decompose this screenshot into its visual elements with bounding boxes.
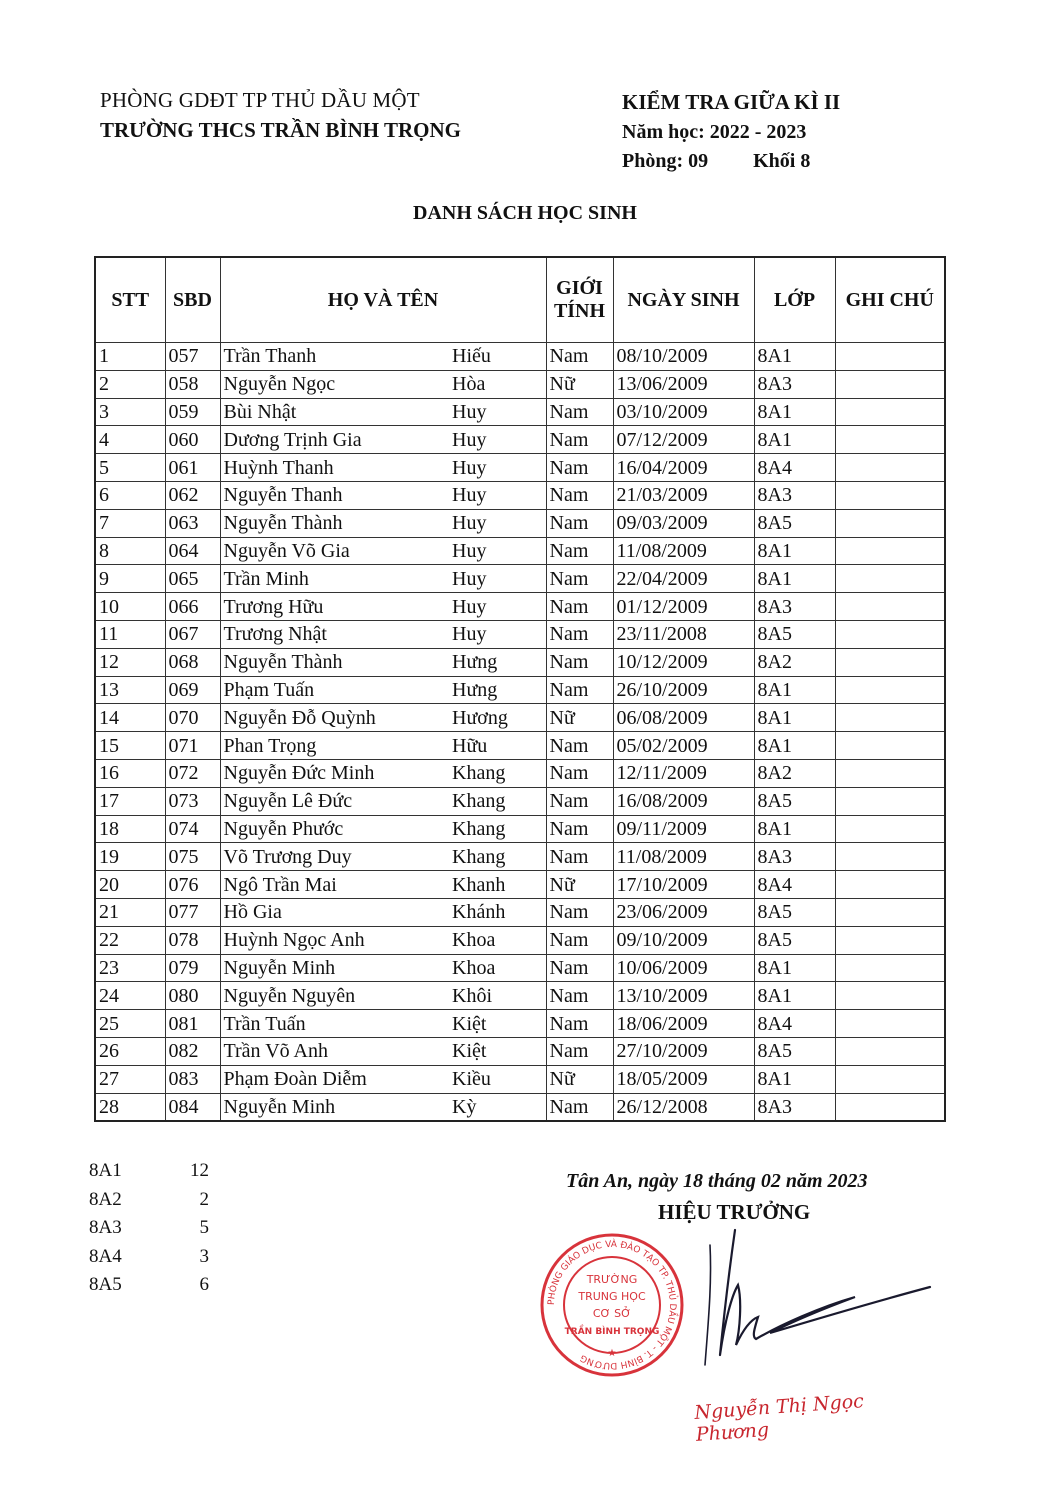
- cell-ho: Trần Tuấn: [220, 1010, 450, 1038]
- roster-body: [95, 343, 945, 1122]
- cell-stt: 19: [95, 843, 165, 871]
- cell-stt: 16: [95, 759, 165, 787]
- table-row: [95, 676, 945, 704]
- cell-lop: 8A3: [754, 370, 835, 398]
- cell-ngay-sinh: 16/04/2009: [613, 454, 754, 482]
- cell-sbd: 081: [165, 1010, 220, 1038]
- table-row: [95, 732, 945, 760]
- cell-gioi-tinh: Nữ: [546, 1065, 613, 1093]
- cell-gioi-tinh: Nam: [546, 815, 613, 843]
- cell-sbd: 084: [165, 1093, 220, 1121]
- cell-ho: Nguyễn Thành: [220, 648, 450, 676]
- cell-ho: Ngô Trần Mai: [220, 871, 450, 899]
- cell-ten: Kỳ: [450, 1093, 546, 1121]
- place-date: Tân An, ngày 18 tháng 02 năm 2023: [566, 1170, 868, 1192]
- school-stamp: [537, 1230, 687, 1380]
- table-row: [95, 1065, 945, 1093]
- cell-ghi-chu: [835, 871, 945, 899]
- cell-ten: Khang: [450, 787, 546, 815]
- cell-sbd: 083: [165, 1065, 220, 1093]
- cell-ghi-chu: [835, 898, 945, 926]
- principal-signature: [680, 1225, 940, 1385]
- cell-gioi-tinh: Nam: [546, 343, 613, 371]
- table-row: [95, 648, 945, 676]
- table-row: [95, 343, 945, 371]
- cell-ten: Khoa: [450, 926, 546, 954]
- cell-ngay-sinh: 27/10/2009: [613, 1037, 754, 1065]
- cell-sbd: 071: [165, 732, 220, 760]
- cell-lop: 8A3: [754, 481, 835, 509]
- cell-ten: Huy: [450, 398, 546, 426]
- header-ho-ten: HỌ VÀ TÊN: [220, 257, 546, 343]
- cell-sbd: 063: [165, 509, 220, 537]
- exam-title: KIỂM TRA GIỮA KÌ II: [622, 90, 841, 114]
- cell-lop: 8A1: [754, 704, 835, 732]
- cell-ngay-sinh: 03/10/2009: [613, 398, 754, 426]
- table-row: [95, 759, 945, 787]
- table-row: [95, 509, 945, 537]
- cell-gioi-tinh: Nam: [546, 481, 613, 509]
- cell-stt: 28: [95, 1093, 165, 1121]
- cell-lop: 8A1: [754, 426, 835, 454]
- table-row: [95, 370, 945, 398]
- room-number: Phòng: 09: [622, 150, 709, 172]
- cell-ten: Huy: [450, 509, 546, 537]
- table-row: [95, 954, 945, 982]
- cell-ho: Phạm Tuấn: [220, 676, 450, 704]
- cell-ten: Huy: [450, 593, 546, 621]
- cell-ngay-sinh: 23/11/2008: [613, 620, 754, 648]
- cell-ghi-chu: [835, 787, 945, 815]
- cell-sbd: 075: [165, 843, 220, 871]
- cell-stt: 23: [95, 954, 165, 982]
- cell-ghi-chu: [835, 620, 945, 648]
- cell-ghi-chu: [835, 982, 945, 1010]
- cell-ngay-sinh: 11/08/2009: [613, 843, 754, 871]
- cell-ten: Hưng: [450, 676, 546, 704]
- cell-lop: 8A4: [754, 1010, 835, 1038]
- cell-gioi-tinh: Nam: [546, 648, 613, 676]
- cell-ghi-chu: [835, 343, 945, 371]
- summary-class: 8A2: [89, 1188, 122, 1210]
- cell-lop: 8A1: [754, 565, 835, 593]
- cell-gioi-tinh: Nam: [546, 509, 613, 537]
- cell-lop: 8A1: [754, 676, 835, 704]
- cell-ghi-chu: [835, 676, 945, 704]
- cell-stt: 8: [95, 537, 165, 565]
- cell-ho: Huỳnh Thanh: [220, 454, 450, 482]
- summary-count: 6: [199, 1274, 209, 1295]
- cell-gioi-tinh: Nam: [546, 593, 613, 621]
- principal-title: HIỆU TRƯỞNG: [658, 1200, 811, 1224]
- cell-stt: 24: [95, 982, 165, 1010]
- cell-stt: 3: [95, 398, 165, 426]
- cell-ten: Huy: [450, 454, 546, 482]
- cell-ten: Kiệt: [450, 1037, 546, 1065]
- cell-lop: 8A5: [754, 1037, 835, 1065]
- cell-lop: 8A3: [754, 593, 835, 621]
- summary-class: 8A1: [89, 1160, 122, 1181]
- cell-stt: 6: [95, 481, 165, 509]
- cell-ghi-chu: [835, 454, 945, 482]
- summary-count: 3: [199, 1245, 209, 1267]
- cell-lop: 8A5: [754, 509, 835, 537]
- cell-ten: Khoa: [450, 954, 546, 982]
- header-right: [622, 90, 840, 173]
- stamp-line-4: TRẦN BÌNH TRỌNG: [564, 1327, 660, 1337]
- cell-ten: Khang: [450, 843, 546, 871]
- cell-ho: Phan Trọng: [220, 732, 450, 760]
- cell-sbd: 060: [165, 426, 220, 454]
- cell-gioi-tinh: Nam: [546, 1010, 613, 1038]
- cell-lop: 8A4: [754, 454, 835, 482]
- cell-ho: Nguyễn Võ Gia: [220, 537, 450, 565]
- cell-sbd: 074: [165, 815, 220, 843]
- cell-gioi-tinh: Nữ: [546, 871, 613, 899]
- cell-ghi-chu: [835, 537, 945, 565]
- cell-ghi-chu: [835, 509, 945, 537]
- table-row: [95, 787, 945, 815]
- summary-class: 8A5: [89, 1274, 122, 1295]
- cell-ten: Hiếu: [450, 343, 546, 371]
- cell-ten: Huy: [450, 620, 546, 648]
- cell-ho: Trương Nhật: [220, 620, 450, 648]
- cell-gioi-tinh: Nữ: [546, 704, 613, 732]
- cell-ho: Nguyễn Ngọc: [220, 370, 450, 398]
- summary-count: 12: [190, 1160, 209, 1181]
- cell-ghi-chu: [835, 1010, 945, 1038]
- cell-ten: Huy: [450, 426, 546, 454]
- cell-ho: Trần Võ Anh: [220, 1037, 450, 1065]
- cell-ten: Khang: [450, 815, 546, 843]
- cell-lop: 8A2: [754, 759, 835, 787]
- cell-ghi-chu: [835, 565, 945, 593]
- school-name: TRƯỜNG THCS TRẦN BÌNH TRỌNG: [100, 118, 461, 142]
- summary-class: 8A3: [89, 1217, 122, 1238]
- table-row: [95, 398, 945, 426]
- cell-sbd: 079: [165, 954, 220, 982]
- table-row: [95, 982, 945, 1010]
- cell-ho: Dương Trịnh Gia: [220, 426, 450, 454]
- table-row: [95, 843, 945, 871]
- header-ghi-chu: GHI CHÚ: [835, 257, 945, 343]
- cell-ho: Nguyễn Đức Minh: [220, 759, 450, 787]
- cell-gioi-tinh: Nam: [546, 732, 613, 760]
- cell-lop: 8A4: [754, 871, 835, 899]
- table-row: [95, 704, 945, 732]
- cell-ngay-sinh: 10/12/2009: [613, 648, 754, 676]
- cell-stt: 22: [95, 926, 165, 954]
- cell-stt: 4: [95, 426, 165, 454]
- cell-ghi-chu: [835, 1093, 945, 1121]
- cell-ghi-chu: [835, 1037, 945, 1065]
- school-year: Năm học: 2022 - 2023: [622, 121, 807, 143]
- cell-ho: Trương Hữu: [220, 593, 450, 621]
- header-gioi-tinh: [546, 257, 613, 343]
- cell-ghi-chu: [835, 426, 945, 454]
- cell-gioi-tinh: Nam: [546, 898, 613, 926]
- cell-lop: 8A1: [754, 398, 835, 426]
- cell-stt: 25: [95, 1010, 165, 1038]
- table-row: [95, 426, 945, 454]
- cell-ngay-sinh: 26/12/2008: [613, 1093, 754, 1121]
- cell-ten: Huy: [450, 565, 546, 593]
- cell-sbd: 070: [165, 704, 220, 732]
- cell-ghi-chu: [835, 398, 945, 426]
- cell-stt: 9: [95, 565, 165, 593]
- stamp-line-1: TRƯỜNG: [586, 1273, 638, 1286]
- cell-lop: 8A3: [754, 1093, 835, 1121]
- cell-ghi-chu: [835, 732, 945, 760]
- cell-ten: Hòa: [450, 370, 546, 398]
- cell-sbd: 057: [165, 343, 220, 371]
- cell-ho: Nguyễn Minh: [220, 1093, 450, 1121]
- header-tinh: TÍNH: [553, 300, 606, 322]
- cell-ngay-sinh: 13/10/2009: [613, 982, 754, 1010]
- cell-ghi-chu: [835, 481, 945, 509]
- cell-ngay-sinh: 01/12/2009: [613, 593, 754, 621]
- stamp-line-2: TRUNG HỌC: [578, 1290, 646, 1303]
- cell-gioi-tinh: Nam: [546, 954, 613, 982]
- table-row: [95, 898, 945, 926]
- department-name: PHÒNG GDĐT TP THỦ DẦU MỘT: [100, 88, 420, 112]
- header-ngay-sinh: NGÀY SINH: [613, 257, 754, 343]
- table-row: [95, 454, 945, 482]
- cell-lop: 8A1: [754, 982, 835, 1010]
- cell-stt: 2: [95, 370, 165, 398]
- cell-stt: 1: [95, 343, 165, 371]
- cell-sbd: 059: [165, 398, 220, 426]
- student-roster-table: [94, 256, 946, 1122]
- cell-sbd: 066: [165, 593, 220, 621]
- cell-ngay-sinh: 10/06/2009: [613, 954, 754, 982]
- header-sbd: SBD: [165, 257, 220, 343]
- cell-ngay-sinh: 08/10/2009: [613, 343, 754, 371]
- cell-ten: Hưng: [450, 648, 546, 676]
- cell-stt: 11: [95, 620, 165, 648]
- cell-ngay-sinh: 09/11/2009: [613, 815, 754, 843]
- table-row: [95, 565, 945, 593]
- cell-lop: 8A1: [754, 343, 835, 371]
- cell-sbd: 068: [165, 648, 220, 676]
- cell-gioi-tinh: Nam: [546, 676, 613, 704]
- table-header-row: [95, 257, 945, 343]
- table-row: [95, 871, 945, 899]
- cell-lop: 8A1: [754, 1065, 835, 1093]
- cell-ngay-sinh: 26/10/2009: [613, 676, 754, 704]
- cell-sbd: 082: [165, 1037, 220, 1065]
- cell-stt: 17: [95, 787, 165, 815]
- cell-lop: 8A5: [754, 787, 835, 815]
- cell-stt: 13: [95, 676, 165, 704]
- cell-gioi-tinh: Nam: [546, 926, 613, 954]
- cell-ngay-sinh: 05/02/2009: [613, 732, 754, 760]
- cell-stt: 18: [95, 815, 165, 843]
- cell-ngay-sinh: 18/05/2009: [613, 1065, 754, 1093]
- cell-ghi-chu: [835, 815, 945, 843]
- cell-ghi-chu: [835, 759, 945, 787]
- cell-ten: Kiều: [450, 1065, 546, 1093]
- cell-sbd: 078: [165, 926, 220, 954]
- cell-ngay-sinh: 17/10/2009: [613, 871, 754, 899]
- cell-gioi-tinh: Nam: [546, 537, 613, 565]
- grade-level: Khối 8: [753, 150, 811, 172]
- header-gioi: GIỚI: [556, 277, 603, 299]
- cell-sbd: 058: [165, 370, 220, 398]
- cell-ngay-sinh: 16/08/2009: [613, 787, 754, 815]
- cell-lop: 8A2: [754, 648, 835, 676]
- summary-class: 8A4: [89, 1245, 122, 1267]
- cell-stt: 20: [95, 871, 165, 899]
- cell-ten: Khanh: [450, 871, 546, 899]
- cell-lop: 8A5: [754, 898, 835, 926]
- cell-lop: 8A5: [754, 926, 835, 954]
- room-grade-line: [622, 150, 840, 173]
- cell-lop: 8A1: [754, 732, 835, 760]
- cell-ten: Huy: [450, 537, 546, 565]
- cell-ngay-sinh: 21/03/2009: [613, 481, 754, 509]
- stamp-line-3: CƠ SỞ: [592, 1307, 632, 1320]
- cell-ho: Nguyễn Đỗ Quỳnh: [220, 704, 450, 732]
- cell-stt: 15: [95, 732, 165, 760]
- stamp-ring-text: PHÒNG GIÁO DỤC VÀ ĐÀO TẠO TP. THỦ DẦU MỘT - T. BÌNH DƯƠNG: [546, 1239, 678, 1371]
- cell-ho: Nguyễn Nguyên: [220, 982, 450, 1010]
- cell-gioi-tinh: Nam: [546, 426, 613, 454]
- cell-ten: Huy: [450, 481, 546, 509]
- cell-ghi-chu: [835, 954, 945, 982]
- cell-stt: 5: [95, 454, 165, 482]
- table-row: [95, 815, 945, 843]
- cell-ho: Nguyễn Thành: [220, 509, 450, 537]
- header-stt: STT: [95, 257, 165, 343]
- cell-ten: Hương: [450, 704, 546, 732]
- cell-ngay-sinh: 06/08/2009: [613, 704, 754, 732]
- summary-count: 2: [199, 1188, 209, 1210]
- cell-stt: 10: [95, 593, 165, 621]
- cell-ho: Nguyễn Thanh: [220, 481, 450, 509]
- cell-ho: Nguyễn Minh: [220, 954, 450, 982]
- cell-gioi-tinh: Nam: [546, 1093, 613, 1121]
- cell-ho: Nguyễn Lê Đức: [220, 787, 450, 815]
- cell-ghi-chu: [835, 704, 945, 732]
- cell-gioi-tinh: Nam: [546, 787, 613, 815]
- cell-ghi-chu: [835, 593, 945, 621]
- cell-sbd: 061: [165, 454, 220, 482]
- cell-gioi-tinh: Nam: [546, 843, 613, 871]
- cell-ho: Huỳnh Ngọc Anh: [220, 926, 450, 954]
- cell-ten: Hữu: [450, 732, 546, 760]
- cell-ngay-sinh: 07/12/2009: [613, 426, 754, 454]
- cell-ngay-sinh: 09/10/2009: [613, 926, 754, 954]
- header-left: [100, 88, 461, 143]
- cell-ghi-chu: [835, 926, 945, 954]
- table-row: [95, 593, 945, 621]
- table-row: [95, 1010, 945, 1038]
- document-title: DANH SÁCH HỌC SINH: [413, 202, 637, 224]
- table-row: [95, 620, 945, 648]
- summary-count: 5: [199, 1217, 209, 1238]
- cell-sbd: 073: [165, 787, 220, 815]
- signer-name-text: Nguyễn Thị Ngọc Phương: [693, 1390, 865, 1446]
- cell-stt: 7: [95, 509, 165, 537]
- cell-stt: 12: [95, 648, 165, 676]
- cell-stt: 26: [95, 1037, 165, 1065]
- cell-gioi-tinh: Nam: [546, 759, 613, 787]
- cell-lop: 8A1: [754, 954, 835, 982]
- cell-sbd: 067: [165, 620, 220, 648]
- cell-ngay-sinh: 13/06/2009: [613, 370, 754, 398]
- cell-lop: 8A3: [754, 843, 835, 871]
- cell-lop: 8A5: [754, 620, 835, 648]
- cell-sbd: 077: [165, 898, 220, 926]
- cell-sbd: 069: [165, 676, 220, 704]
- cell-ho: Phạm Đoàn Diễm: [220, 1065, 450, 1093]
- cell-stt: 27: [95, 1065, 165, 1093]
- cell-sbd: 080: [165, 982, 220, 1010]
- cell-sbd: 072: [165, 759, 220, 787]
- cell-ghi-chu: [835, 843, 945, 871]
- signer-name: [693, 1390, 895, 1446]
- table-row: [95, 537, 945, 565]
- cell-gioi-tinh: Nam: [546, 1037, 613, 1065]
- cell-ho: Hồ Gia: [220, 898, 450, 926]
- cell-ngay-sinh: 18/06/2009: [613, 1010, 754, 1038]
- cell-sbd: 062: [165, 481, 220, 509]
- cell-stt: 14: [95, 704, 165, 732]
- cell-ngay-sinh: 23/06/2009: [613, 898, 754, 926]
- cell-lop: 8A1: [754, 537, 835, 565]
- table-row: [95, 481, 945, 509]
- cell-ngay-sinh: 11/08/2009: [613, 537, 754, 565]
- cell-ghi-chu: [835, 1065, 945, 1093]
- cell-ho: Trần Thanh: [220, 343, 450, 371]
- cell-ten: Khôi: [450, 982, 546, 1010]
- cell-gioi-tinh: Nữ: [546, 370, 613, 398]
- cell-ten: Khang: [450, 759, 546, 787]
- table-row: [95, 1093, 945, 1121]
- cell-ngay-sinh: 09/03/2009: [613, 509, 754, 537]
- cell-ghi-chu: [835, 370, 945, 398]
- table-row: [95, 926, 945, 954]
- cell-ho: Nguyễn Phước: [220, 815, 450, 843]
- header-lop: LỚP: [754, 257, 835, 343]
- cell-gioi-tinh: Nam: [546, 398, 613, 426]
- cell-sbd: 076: [165, 871, 220, 899]
- cell-ho: Bùi Nhật: [220, 398, 450, 426]
- stamp-star-icon: ★: [607, 1348, 617, 1359]
- cell-gioi-tinh: Nam: [546, 620, 613, 648]
- cell-ghi-chu: [835, 648, 945, 676]
- cell-gioi-tinh: Nam: [546, 982, 613, 1010]
- cell-lop: 8A1: [754, 815, 835, 843]
- cell-gioi-tinh: Nam: [546, 565, 613, 593]
- cell-sbd: 064: [165, 537, 220, 565]
- table-row: [95, 1037, 945, 1065]
- cell-ho: Võ Trương Duy: [220, 843, 450, 871]
- cell-ten: Khánh: [450, 898, 546, 926]
- cell-sbd: 065: [165, 565, 220, 593]
- cell-ho: Trần Minh: [220, 565, 450, 593]
- cell-gioi-tinh: Nam: [546, 454, 613, 482]
- cell-ten: Kiệt: [450, 1010, 546, 1038]
- cell-stt: 21: [95, 898, 165, 926]
- cell-ngay-sinh: 22/04/2009: [613, 565, 754, 593]
- cell-ngay-sinh: 12/11/2009: [613, 759, 754, 787]
